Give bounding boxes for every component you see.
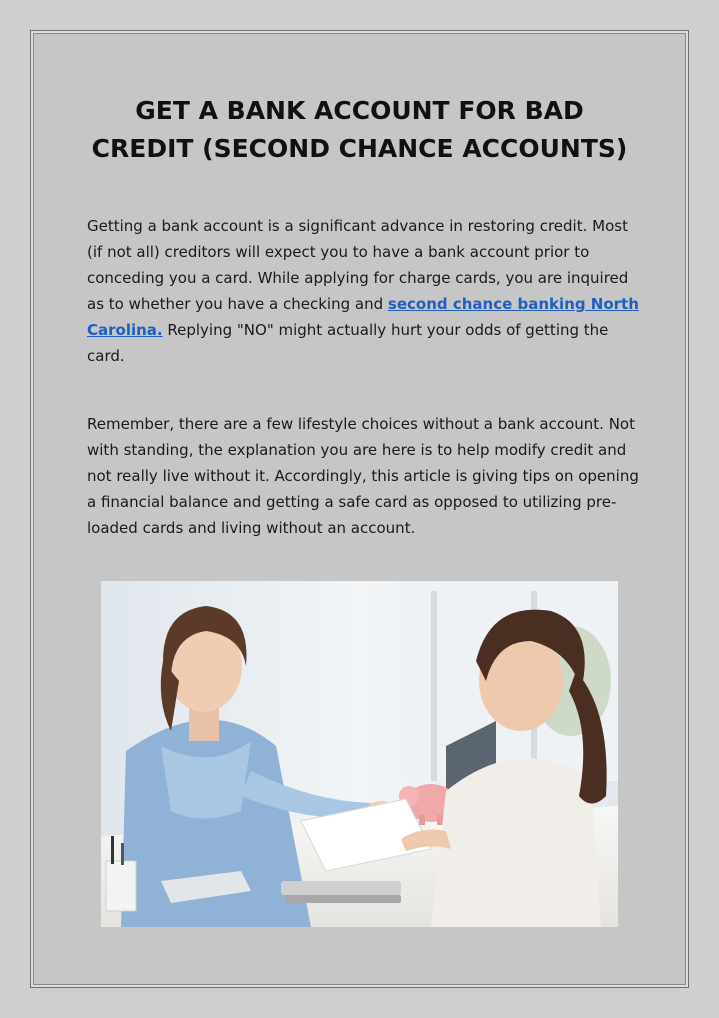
intro-text-before: Getting a bank account is a significant advance in restoring credit. Most (if not all) creditors will expect you to have a bank account prior to conceding you a card. While applying for charge cards, you are inquired as to whether you have a checking and: [87, 217, 629, 313]
intro-text-after: Replying "NO" might actually hurt your odds of getting the card.: [87, 321, 609, 365]
bank-consultation-photo: [101, 581, 618, 927]
paragraph-remember: Remember, there are a few lifestyle choices without a bank account. Not with standing, the explanation you are here is to help modify credit and not really live without it. Accordingly, this article is giving tips on opening a financial balance and getting a safe card as opposed to utilizing pre-loaded cards and living without an account.: [87, 415, 639, 537]
link-period[interactable]: .: [156, 321, 163, 339]
title-line-2: CREDIT (SECOND CHANCE ACCOUNTS): [91, 134, 628, 163]
paragraph-intro: [87, 213, 647, 369]
photo-illustration: [101, 581, 618, 927]
title-line-1: GET A BANK ACCOUNT FOR BAD: [135, 96, 584, 125]
second-chance-banking-link[interactable]: second chance banking North Carolina: [87, 295, 639, 339]
page-title: [0, 92, 719, 168]
